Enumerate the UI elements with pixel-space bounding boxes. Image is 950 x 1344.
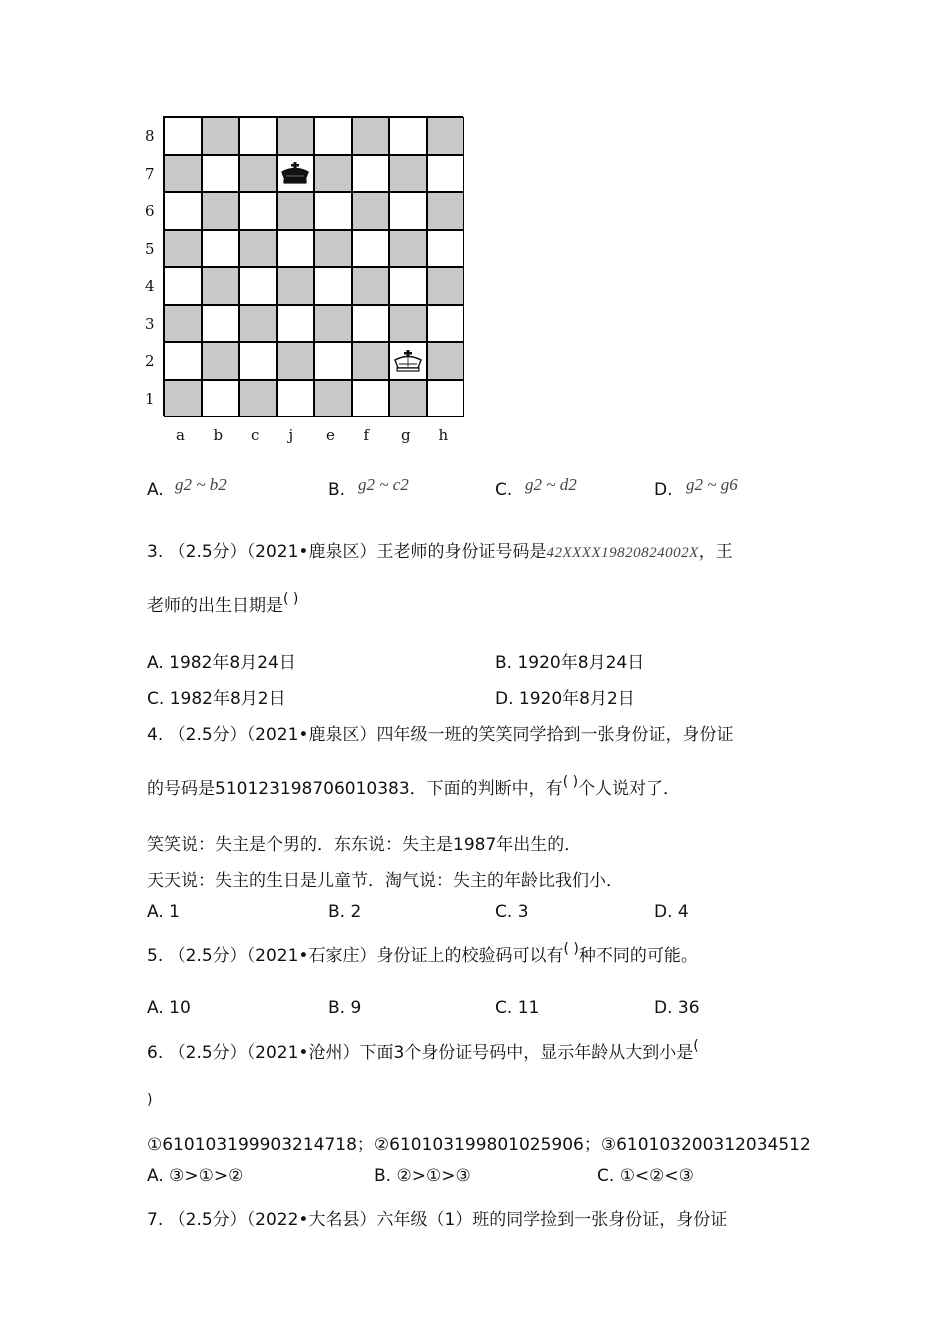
board-square-j6 <box>277 192 315 230</box>
board-square-a2 <box>164 342 202 380</box>
option-expression: g2 ~ b2 <box>175 475 227 494</box>
question-text: 老师的出生日期是 <box>147 596 283 616</box>
option-b <box>374 1166 471 1186</box>
option-letter: C. <box>495 480 513 500</box>
question-5-line1 <box>147 941 698 966</box>
statement-1: 笑笑说：失主是个男的．东东说：失主是1987年出生的． <box>147 835 582 855</box>
board-square-h1 <box>427 380 465 418</box>
option-letter: B. <box>328 902 346 922</box>
board-square-a4 <box>164 267 202 305</box>
answer-blank: ( ) <box>562 774 579 790</box>
board-square-j2 <box>277 342 315 380</box>
file-label: c <box>251 426 260 444</box>
board-square-b6 <box>202 192 240 230</box>
id-number-math: 42XXXX19820824002X <box>546 545 699 561</box>
board-square-h4 <box>427 267 465 305</box>
option-letter: B. <box>374 1166 392 1186</box>
option-text: 9 <box>350 998 362 1018</box>
file-label: h <box>438 426 449 444</box>
question-4-line1: 4. （2.5分）（2021•鹿泉区）四年级一班的笑笑同学拾到一张身份证，身份证 <box>147 725 734 745</box>
board-square-b3 <box>202 305 240 343</box>
board-square-a5 <box>164 230 202 268</box>
question-6-line1 <box>147 1038 699 1063</box>
question-text: 3. （2.5分）（2021•鹿泉区）王老师的身份证号码是 <box>147 542 547 562</box>
board-square-c3 <box>239 305 277 343</box>
option-letter: B. <box>495 653 513 673</box>
board-square-f1 <box>352 380 390 418</box>
option-letter: B. <box>328 480 346 500</box>
board-square-a3 <box>164 305 202 343</box>
option-d <box>654 998 700 1018</box>
board-square-g1 <box>389 380 427 418</box>
answer-blank-close: ) <box>147 1092 153 1108</box>
question-text: 的号码是510123198706010383．下面的判断中，有 <box>147 779 563 799</box>
board-square-b2 <box>202 342 240 380</box>
board-square-c5 <box>239 230 277 268</box>
board-square-h8 <box>427 117 465 155</box>
question-4-line2 <box>147 774 680 799</box>
board-square-e8 <box>314 117 352 155</box>
board-square-f4 <box>352 267 390 305</box>
board-square-e2 <box>314 342 352 380</box>
option-letter: A. <box>147 480 164 500</box>
file-label: j <box>288 426 294 444</box>
rank-label: 7 <box>145 164 155 183</box>
option-text: 11 <box>517 998 540 1018</box>
file-label: f <box>363 426 370 444</box>
option-c <box>597 1166 694 1186</box>
board-square-g3 <box>389 305 427 343</box>
rank-label: 1 <box>145 389 155 408</box>
option-letter: A. <box>147 653 164 673</box>
rank-label: 5 <box>145 239 155 258</box>
option-letter: A. <box>147 1166 164 1186</box>
option-text: 4 <box>677 902 689 922</box>
board-square-c4 <box>239 267 277 305</box>
board-square-c2 <box>239 342 277 380</box>
option-b <box>495 648 644 673</box>
rank-label: 6 <box>145 202 155 220</box>
rank-label: 3 <box>145 314 155 333</box>
option-d <box>654 902 689 922</box>
question-text: ，王 <box>698 542 733 562</box>
board-square-a6 <box>164 192 202 230</box>
option-c <box>495 902 529 922</box>
option-b <box>328 902 361 922</box>
board-square-g5 <box>389 230 427 268</box>
rank-label: 2 <box>145 352 155 370</box>
option-letter: D. <box>495 689 514 709</box>
answer-blank-open: ( <box>693 1038 699 1054</box>
option-text: 36 <box>677 998 700 1018</box>
option-text: 1982年8月2日 <box>169 689 286 709</box>
rank-label: 8 <box>145 127 155 145</box>
option-text: 1920年8月24日 <box>517 653 645 673</box>
board-square-e1 <box>314 380 352 418</box>
board-square-h6 <box>427 192 465 230</box>
board-square-b1 <box>202 380 240 418</box>
option-text: 10 <box>169 998 191 1018</box>
option-letter: D. <box>654 998 673 1018</box>
option-b <box>328 998 361 1018</box>
board-square-c7 <box>239 155 277 193</box>
board-square-f3 <box>352 305 390 343</box>
question-text: 6. （2.5分）（2021•沧州）下面3个身份证号码中，显示年龄从大到小是 <box>147 1043 694 1063</box>
option-a <box>147 648 296 673</box>
question-text: 个人说对了． <box>578 779 681 799</box>
board-square-j8 <box>277 117 315 155</box>
option-expression: g2 ~ c2 <box>358 475 409 494</box>
board-square-b7 <box>202 155 240 193</box>
white-king-icon <box>389 342 427 380</box>
option-text: 1 <box>169 902 180 922</box>
option-letter: A. <box>147 902 164 922</box>
board-square-e3 <box>314 305 352 343</box>
board-square-f6 <box>352 192 390 230</box>
option-letter: D. <box>654 480 673 500</box>
board-square-b8 <box>202 117 240 155</box>
board-square-j4 <box>277 267 315 305</box>
board-square-h7 <box>427 155 465 193</box>
file-label: g <box>401 426 411 444</box>
board-square-h2 <box>427 342 465 380</box>
statement-2: 天天说：失主的生日是儿童节．淘气说：失主的年龄比我们小． <box>147 871 623 891</box>
question-3-line1 <box>147 537 733 562</box>
board-square-e6 <box>314 192 352 230</box>
option-letter: B. <box>328 998 346 1018</box>
option-letter: D. <box>654 902 673 922</box>
board-square-g7 <box>389 155 427 193</box>
option-a <box>147 1166 243 1186</box>
board-square-c1 <box>239 380 277 418</box>
board-square-f5 <box>352 230 390 268</box>
board-square-j1 <box>277 380 315 418</box>
option-text: ②>①>③ <box>396 1166 471 1186</box>
board-square-g8 <box>389 117 427 155</box>
question-text: 5. （2.5分）（2021•石家庄）身份证上的校验码可以有 <box>147 946 564 966</box>
option-expression: g2 ~ d2 <box>525 475 577 494</box>
option-text: 1920年8月2日 <box>518 689 635 709</box>
board-square-b5 <box>202 230 240 268</box>
black-king-icon <box>277 155 315 193</box>
file-label: e <box>326 426 335 444</box>
question-3-line2 <box>147 591 298 616</box>
board-square-e4 <box>314 267 352 305</box>
file-label: b <box>213 426 224 444</box>
option-letter: A. <box>147 998 164 1018</box>
option-c <box>147 684 286 709</box>
board-square-j3 <box>277 305 315 343</box>
answer-blank: ( ) <box>563 941 579 957</box>
board-square-e7 <box>314 155 352 193</box>
option-letter: C. <box>147 689 165 709</box>
option-expression: g2 ~ g6 <box>686 475 738 494</box>
board-square-h3 <box>427 305 465 343</box>
option-letter: C. <box>495 998 513 1018</box>
option-a <box>147 902 180 922</box>
chess-board <box>163 116 463 416</box>
option-text: 1982年8月24日 <box>169 653 296 673</box>
board-square-e5 <box>314 230 352 268</box>
option-d <box>495 684 635 709</box>
board-square-g4 <box>389 267 427 305</box>
board-square-c6 <box>239 192 277 230</box>
id-number-list: ①610103199903214718；②610103199801025906；③610103200312034512 <box>147 1135 811 1155</box>
option-text: ①<②<③ <box>619 1166 694 1186</box>
option-a <box>147 998 191 1018</box>
rank-label: 4 <box>145 277 155 295</box>
option-text: 2 <box>350 902 362 922</box>
board-square-g6 <box>389 192 427 230</box>
board-square-a8 <box>164 117 202 155</box>
answer-blank: ( ) <box>283 591 299 607</box>
board-square-b4 <box>202 267 240 305</box>
question-text: 种不同的可能。 <box>578 946 698 966</box>
board-square-h5 <box>427 230 465 268</box>
option-text: 3 <box>517 902 529 922</box>
board-square-c8 <box>239 117 277 155</box>
board-square-a7 <box>164 155 202 193</box>
board-square-f8 <box>352 117 390 155</box>
file-label: a <box>176 426 185 444</box>
board-square-j5 <box>277 230 315 268</box>
board-square-f2 <box>352 342 390 380</box>
option-letter: C. <box>597 1166 615 1186</box>
board-square-a1 <box>164 380 202 418</box>
option-letter: C. <box>495 902 513 922</box>
option-text: ③>①>② <box>169 1166 244 1186</box>
board-square-f7 <box>352 155 390 193</box>
option-c <box>495 998 539 1018</box>
question-7-line1: 7. （2.5分）（2022•大名县）六年级（1）班的同学捡到一张身份证，身份证 <box>147 1210 728 1230</box>
